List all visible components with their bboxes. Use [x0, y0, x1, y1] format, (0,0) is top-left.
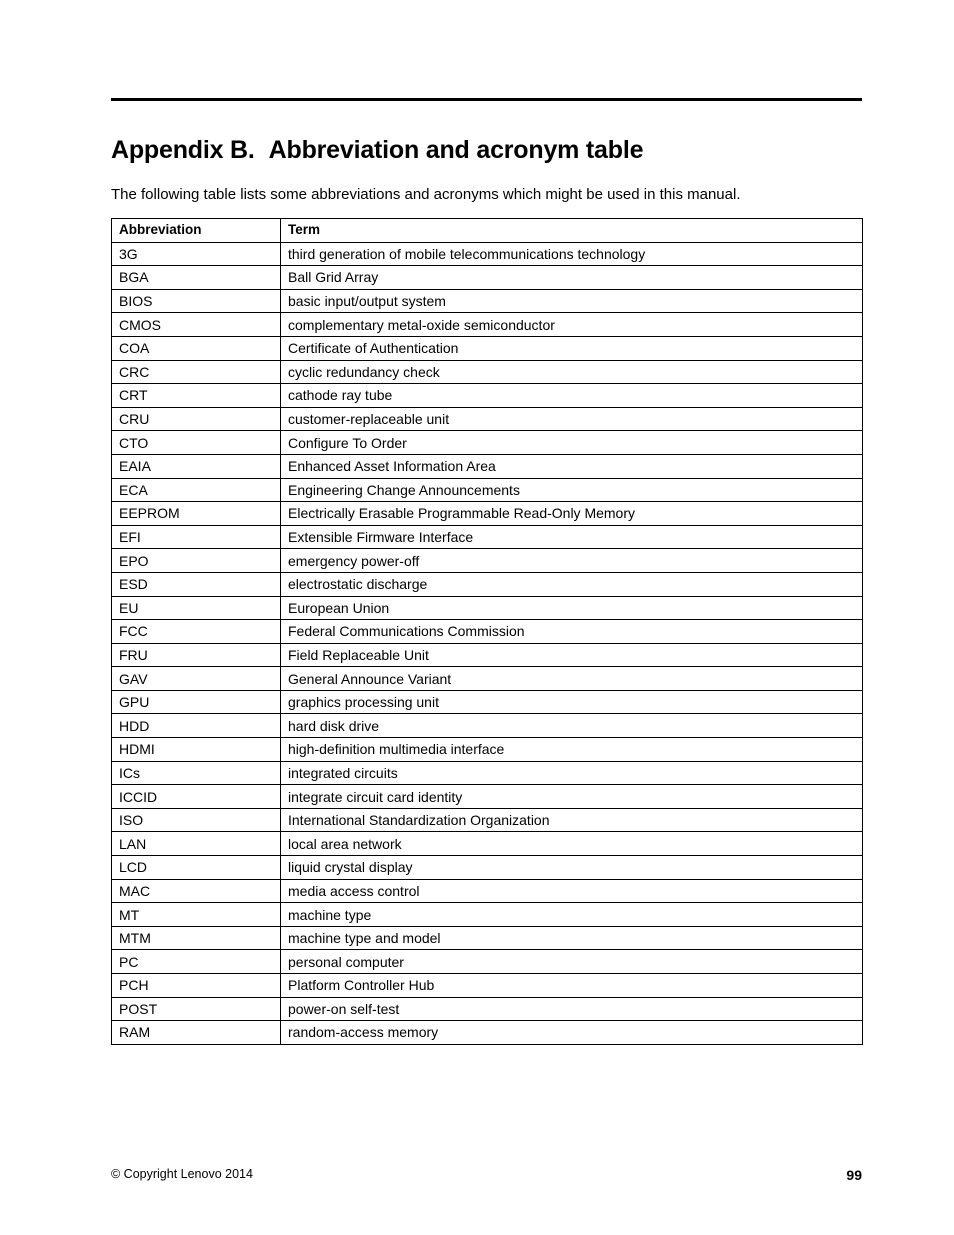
table-row [112, 525, 863, 549]
term-cell: Extensible Firmware Interface [281, 525, 863, 549]
term-cell: hard disk drive [281, 714, 863, 738]
table-row [112, 431, 863, 455]
abbreviation-cell: ECA [112, 478, 281, 502]
copyright-notice: © Copyright Lenovo 2014 [111, 1167, 253, 1181]
term-cell: General Announce Variant [281, 667, 863, 691]
abbreviation-cell: EPO [112, 549, 281, 573]
table-row [112, 974, 863, 998]
table-row [112, 360, 863, 384]
table-header-row [112, 219, 863, 243]
term-cell: integrated circuits [281, 761, 863, 785]
term-cell: Electrically Erasable Programmable Read-Only Memory [281, 502, 863, 526]
term-cell: machine type [281, 903, 863, 927]
term-cell: International Standardization Organization [281, 808, 863, 832]
abbreviation-cell: CRT [112, 384, 281, 408]
term-cell: machine type and model [281, 926, 863, 950]
term-cell: cathode ray tube [281, 384, 863, 408]
term-cell: Certificate of Authentication [281, 336, 863, 360]
term-cell: Field Replaceable Unit [281, 643, 863, 667]
table-row [112, 950, 863, 974]
abbreviation-cell: FRU [112, 643, 281, 667]
term-cell: basic input/output system [281, 289, 863, 313]
appendix-title: Abbreviation and acronym table [268, 136, 644, 164]
term-cell: local area network [281, 832, 863, 856]
table-row [112, 502, 863, 526]
term-cell: random-access memory [281, 1021, 863, 1045]
table-row [112, 643, 863, 667]
term-cell: liquid crystal display [281, 856, 863, 880]
abbreviation-cell: RAM [112, 1021, 281, 1045]
term-cell: Engineering Change Announcements [281, 478, 863, 502]
page-number: 99 [846, 1167, 862, 1183]
abbreviation-cell: CRC [112, 360, 281, 384]
abbreviation-cell: EEPROM [112, 502, 281, 526]
table-row [112, 926, 863, 950]
table-row [112, 478, 863, 502]
term-cell: power-on self-test [281, 997, 863, 1021]
term-cell: integrate circuit card identity [281, 785, 863, 809]
term-cell: Enhanced Asset Information Area [281, 454, 863, 478]
abbreviation-cell: ICCID [112, 785, 281, 809]
table-row [112, 738, 863, 762]
table-row [112, 997, 863, 1021]
table-row [112, 856, 863, 880]
abbreviation-cell: LAN [112, 832, 281, 856]
table-row [112, 761, 863, 785]
intro-paragraph: The following table lists some abbreviations and acronyms which might be used in this manual. [111, 186, 741, 203]
top-rule [111, 98, 862, 101]
abbreviation-cell: ESD [112, 572, 281, 596]
page-title [111, 134, 643, 166]
column-header-abbreviation: Abbreviation [112, 219, 281, 243]
term-cell: personal computer [281, 950, 863, 974]
term-cell: customer-replaceable unit [281, 407, 863, 431]
abbreviation-cell: ICs [112, 761, 281, 785]
abbreviation-cell: HDMI [112, 738, 281, 762]
term-cell: Platform Controller Hub [281, 974, 863, 998]
abbreviation-cell: BGA [112, 266, 281, 290]
term-cell: cyclic redundancy check [281, 360, 863, 384]
abbreviation-cell: LCD [112, 856, 281, 880]
abbreviation-cell: PCH [112, 974, 281, 998]
abbreviation-cell: COA [112, 336, 281, 360]
abbreviation-cell: GPU [112, 690, 281, 714]
term-cell: graphics processing unit [281, 690, 863, 714]
term-cell: Configure To Order [281, 431, 863, 455]
table-row [112, 336, 863, 360]
abbreviation-cell: MT [112, 903, 281, 927]
table-row [112, 384, 863, 408]
abbreviation-cell: POST [112, 997, 281, 1021]
table-row [112, 667, 863, 691]
table-row [112, 313, 863, 337]
abbreviation-cell: BIOS [112, 289, 281, 313]
table-row [112, 785, 863, 809]
abbreviation-cell: EFI [112, 525, 281, 549]
abbreviation-cell: MTM [112, 926, 281, 950]
table-row [112, 620, 863, 644]
abbreviation-table [111, 218, 863, 1045]
table-row [112, 879, 863, 903]
table-row [112, 549, 863, 573]
abbreviation-cell: HDD [112, 714, 281, 738]
term-cell: complementary metal-oxide semiconductor [281, 313, 863, 337]
table-row [112, 714, 863, 738]
abbreviation-cell: CMOS [112, 313, 281, 337]
table-row [112, 289, 863, 313]
abbreviation-cell: PC [112, 950, 281, 974]
abbreviation-cell: EAIA [112, 454, 281, 478]
term-cell: Ball Grid Array [281, 266, 863, 290]
table-row [112, 808, 863, 832]
table-row [112, 1021, 863, 1045]
abbreviation-cell: MAC [112, 879, 281, 903]
table-row [112, 832, 863, 856]
table-row [112, 596, 863, 620]
abbreviation-cell: ISO [112, 808, 281, 832]
table-row [112, 266, 863, 290]
table-row [112, 454, 863, 478]
table-row [112, 903, 863, 927]
column-header-term: Term [281, 219, 863, 243]
term-cell: emergency power-off [281, 549, 863, 573]
term-cell: Federal Communications Commission [281, 620, 863, 644]
abbreviation-cell: CTO [112, 431, 281, 455]
term-cell: third generation of mobile telecommunications technology [281, 242, 863, 266]
table-row [112, 690, 863, 714]
term-cell: high-definition multimedia interface [281, 738, 863, 762]
abbreviation-cell: GAV [112, 667, 281, 691]
appendix-label: Appendix B. [111, 136, 255, 164]
abbreviation-cell: CRU [112, 407, 281, 431]
table-row [112, 407, 863, 431]
abbreviation-cell: EU [112, 596, 281, 620]
term-cell: European Union [281, 596, 863, 620]
abbreviation-cell: 3G [112, 242, 281, 266]
table-body [112, 242, 863, 1044]
table-row [112, 242, 863, 266]
abbreviation-cell: FCC [112, 620, 281, 644]
term-cell: media access control [281, 879, 863, 903]
term-cell: electrostatic discharge [281, 572, 863, 596]
table-row [112, 572, 863, 596]
